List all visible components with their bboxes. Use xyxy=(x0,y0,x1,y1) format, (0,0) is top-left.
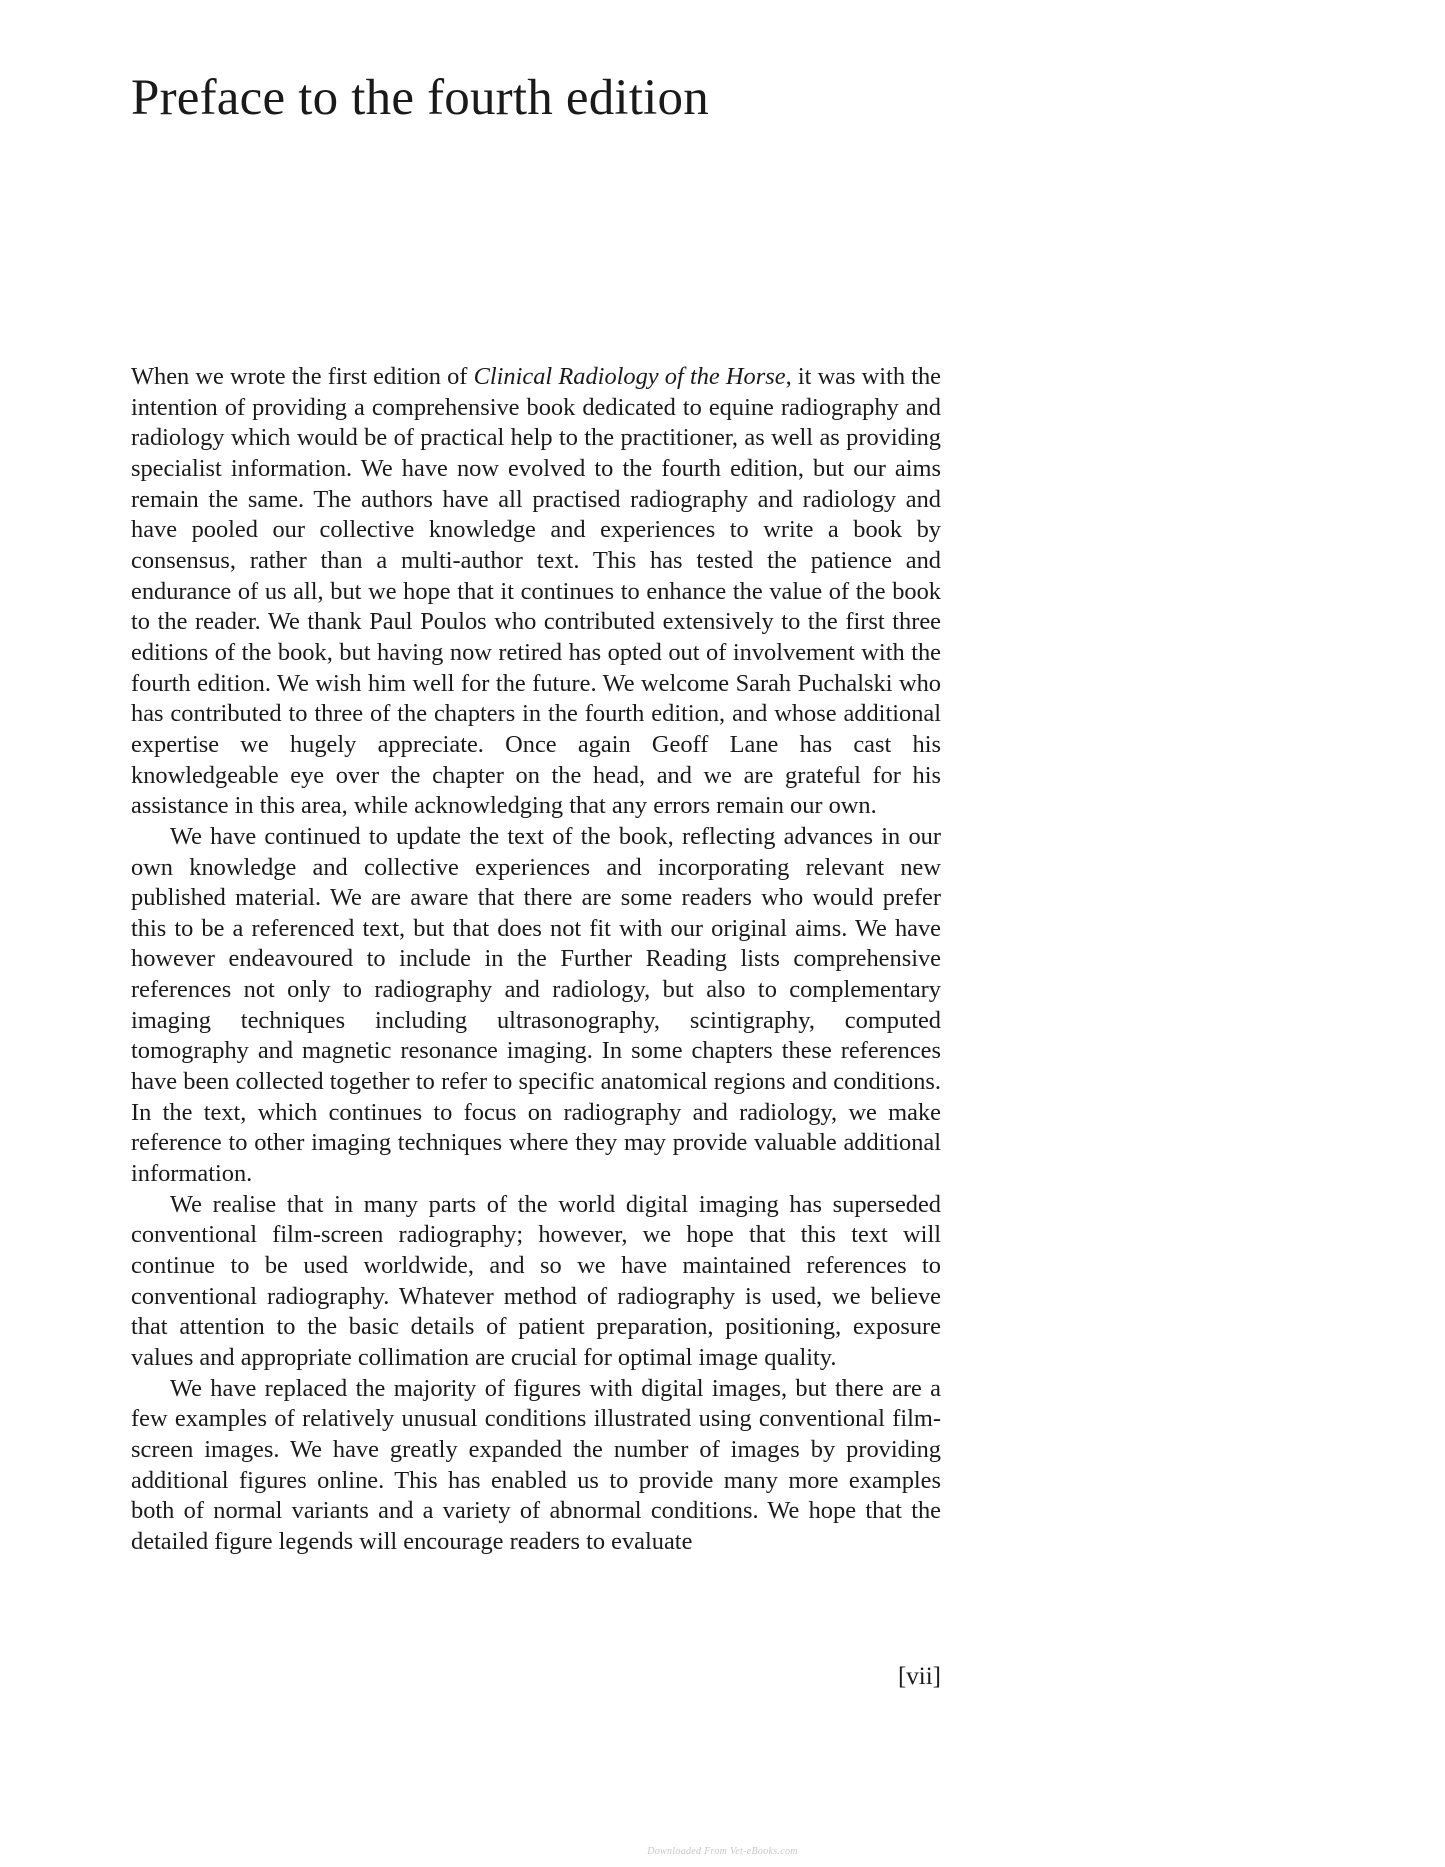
paragraph-4: We have replaced the majority of figures with digital images, but there are a few examples of relatively unusual conditions illustrated using conventional film-screen images. We have greatly expanded the number of images by providing additional figures online. This has enabled us to provide many more examples both of normal variants and a variety of abnormal conditions. We hope that the detailed figure legends will encourage readers to evaluate xyxy=(131,1374,941,1555)
paragraph-2: We have continued to update the text of the book, reflecting advances in our own knowledge and collective experiences and incorporating relevant new published material. We are aware that there are some readers who would prefer this to be a referenced text, but that does not fit with our original aims. We have however endeavoured to include in the Further Reading lists comprehensive references not only to radiography and radiology, but also to complementary imaging techniques including ultrasonography, scintigraphy, computed tomography and magnetic resonance imaging. In some chapters these references have been collected together to refer to specific anatomical regions and conditions. In the text, which continues to focus on radiography and radiology, we make reference to other imaging techniques where they may provide valuable additional information. xyxy=(131,822,941,1188)
book-title: Clinical Radiology of the Horse xyxy=(473,363,786,390)
paragraph-1 xyxy=(131,362,941,822)
page-number: [vii] xyxy=(897,1663,941,1690)
paragraph-3: We realise that in many parts of the world digital imaging has superseded conventional film-screen radiography; however, we hope that this text will continue to be used worldwide, and so we have maintained references to conventional radiography. Whatever method of radiography is used, we believe that attention to the basic details of patient preparation, positioning, exposure values and appropriate collimation are crucial for optimal image quality. xyxy=(131,1190,941,1371)
paragraph-1-rest: , it was with the intention of providing a comprehensive book dedicated to equine radiography and radiology which would be of practical help to the practitioner, as well as providing specialist information. We have now evolved to the fourth edition, but our aims remain the same. The authors have all practised radiography and radiology and have pooled our collective knowledge and experiences to write a book by consensus, rather than a multi-author text. This has tested the patience and endurance of us all, but we hope that it continues to enhance the value of the book to the reader. We thank Paul Poulos who contributed extensively to the first three editions of the book, but having now retired has opted out of involvement with the fourth edition. We wish him well for the future. We welcome Sarah Puchalski who has contributed to three of the chapters in the fourth edition, and whose additional expertise we hugely appreciate. Once again Geoff Lane has cast his knowledgeable eye over the chapter on the head, and we are grateful for his assistance in this area, while acknowledging that any errors remain our own. xyxy=(131,363,942,820)
page-title: Preface to the fourth edition xyxy=(131,70,709,126)
download-watermark: Downloaded From Vet-eBooks.com xyxy=(647,1846,798,1857)
paragraph-1-intro: When we wrote the first edition of xyxy=(131,363,474,390)
preface-body xyxy=(131,362,941,1558)
